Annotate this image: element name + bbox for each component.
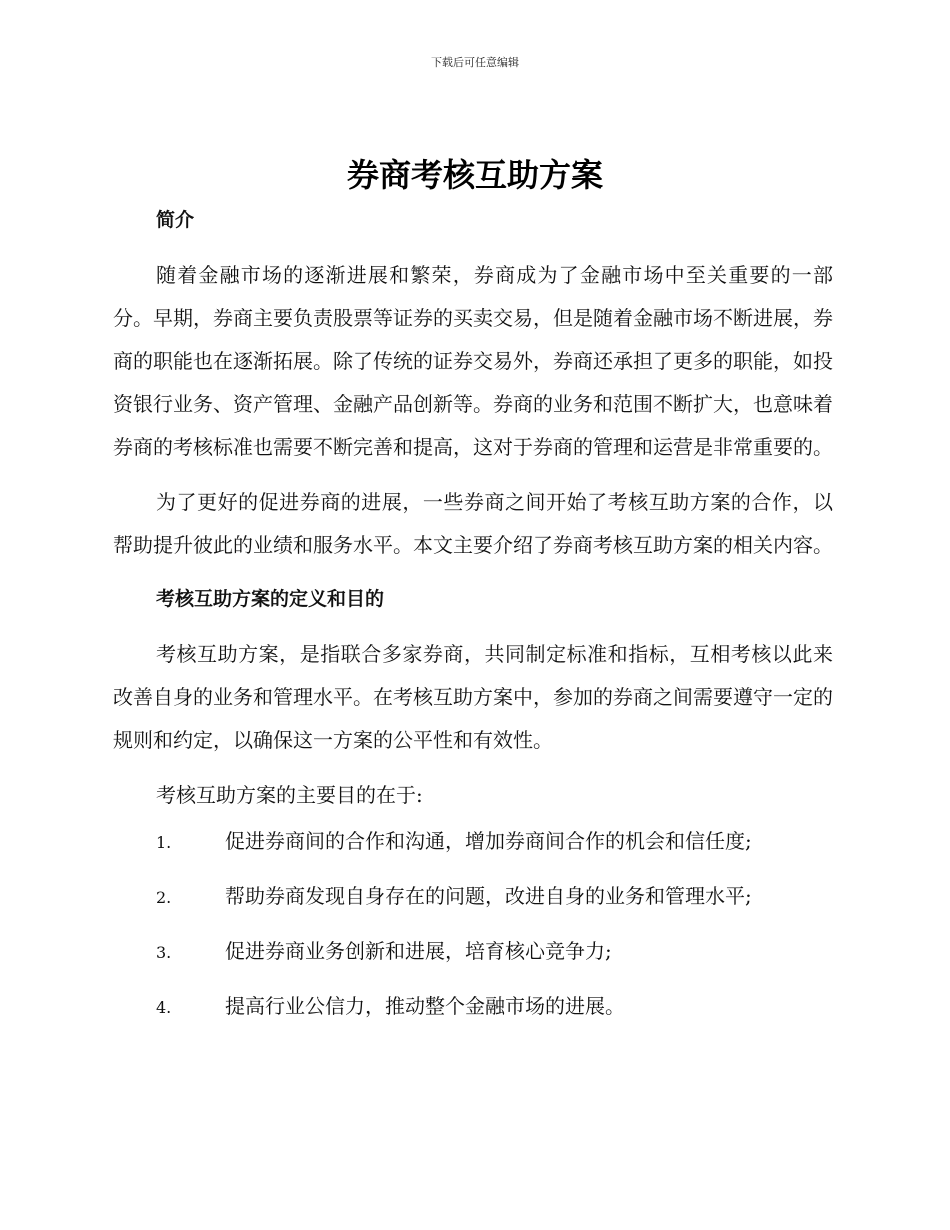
list-item-text: 帮助券商发现自身存在的问题，改进自身的业务和管理水平; [225,884,752,908]
section-heading-definition: 考核互助方案的定义和目的 [156,588,385,610]
list-item [113,825,833,880]
list-item-number: 2. [156,888,172,907]
list-item-text: 促进券商业务创新和进展，培育核心竞争力; [225,939,612,963]
definition-paragraph-2: 考核互助方案的主要目的在于: [156,783,423,807]
section-heading-intro: 简介 [156,209,195,231]
definition-paragraph-1: 考核互助方案，是指联合多家券商，共同制定标准和指标，互相考核以此来改善自身的业务和管理水平。在考核互助方案中，参加的券商之间需要遵守一定的规则和约定，以确保这一方案的公平性和有效性。 [113,642,833,752]
list-item [113,990,833,1045]
list-item-text: 促进券商间的合作和沟通，增加券商间合作的机会和信任度; [225,829,752,853]
list-item-number: 3. [156,943,172,962]
list-item-number: 1. [156,833,172,852]
list-item [113,935,833,990]
document-body [113,202,833,1045]
list-item-number: 4. [156,998,172,1017]
list-item-text: 提高行业公信力，推动整个金融市场的进展。 [225,994,625,1018]
intro-paragraph-2: 为了更好的促进券商的进展，一些券商之间开始了考核互助方案的合作，以帮助提升彼此的业绩和服务水平。本文主要介绍了券商考核互助方案的相关内容。 [113,490,833,557]
intro-paragraph-1: 随着金融市场的逐渐进展和繁荣，券商成为了金融市场中至关重要的一部分。早期，券商主要负责股票等证券的买卖交易，但是随着金融市场不断进展，券商的职能也在逐渐拓展。除了传统的证券交易外，券商还承担了更多的职能，如投资银行业务、资产管理、金融产品创新等。券商的业务和范围不断扩大，也意味着券商的考核标准也需要不断完善和提高，这对于券商的管理和运营是非常重要的。 [113,263,833,459]
document-title: 券商考核互助方案 [346,156,603,194]
header-note: 下载后可任意编辑 [431,56,519,69]
goals-list [113,825,833,1045]
list-item [113,880,833,935]
